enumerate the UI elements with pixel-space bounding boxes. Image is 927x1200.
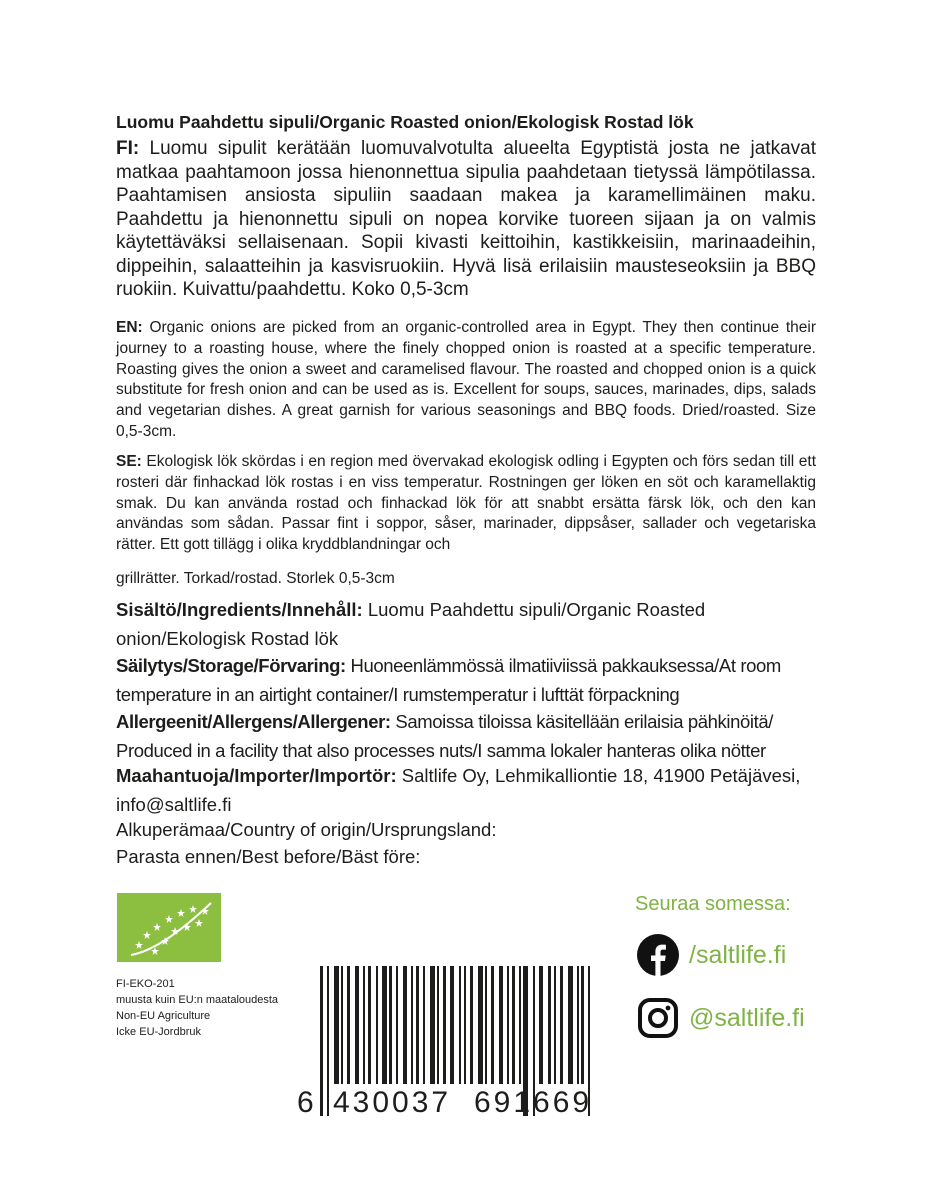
description-fi-text: Luomu sipulit kerätään luomuvalvotulta alueelta Egyptistä josta ne jatkavat matkaa paahtamoon jossa hienonnettua sipulia paahdetaan tietyssä lämpötilassa. Paahtamisen ansiosta sipuliin saadaan makea ja karamellimäinen maku. Paahdettu ja hienonnettu sipuli on nopea korvike tuoreen sijaan ja on valmis käytettäväksi sellaisenaan. Sopii kivasti keittoihin, kastikkeisiin, marinaadeihin, dippeihin, salaatteihin ja kasvisruokiin. Hyvä lisä erilaisiin mausteseoksiin ja BBQ ruokiin. Kuivattu/paahdettu. Koko 0,5-3cm: [116, 138, 816, 300]
importer: [116, 761, 826, 819]
description-en: [116, 318, 816, 443]
storage-label: Säilytys/Storage/Förvaring:: [116, 655, 346, 676]
eu-organic-leaf-logo: [117, 893, 221, 962]
barcode-bars: [294, 966, 612, 1116]
description-fi: [116, 137, 816, 302]
barcode-bar: [560, 966, 563, 1084]
barcode-bar: [430, 966, 435, 1084]
instagram-handle: @saltlife.fi: [689, 1003, 805, 1032]
organic-origin-se: Icke EU-Jordbruk: [116, 1026, 201, 1038]
ingredients-value: Luomu Paahdettu sipuli/Organic Roasted onion/Ekologisk Rostad lök: [116, 599, 706, 649]
eu-leaf-stars-icon: [117, 893, 221, 962]
instagram-icon: [637, 997, 679, 1039]
barcode-bar: [376, 966, 378, 1084]
barcode-bar: [355, 966, 359, 1084]
barcode-bar: [368, 966, 371, 1084]
barcode-bar: [416, 966, 419, 1084]
barcode-bar: [341, 966, 343, 1084]
barcode-bar: [459, 966, 461, 1084]
barcode-bar: [411, 966, 413, 1084]
barcode-bar: [363, 966, 365, 1084]
barcode-bar: [577, 966, 579, 1084]
description-se-text: Ekologisk lök skördas i en region med övervakad ekologisk odling i Egypten och förs sedan till ett rosteri där finhackad lök rostas i en viss temperatur. Rostningen ger löken en söt och karamellaktig smak. Du kan använda rostad och finhackad lök för att snabbt ersätta färsk lök, och den kan användas som sådan. Passar fint i soppor, såser, marinader, dippsåser, sallader och vegetariska rätter. Ett gott tillägg i olika kryddblandningar och: [116, 453, 816, 554]
facebook-link[interactable]: [637, 934, 786, 976]
barcode-bar: [389, 966, 392, 1084]
organic-code: FI-EKO-201: [116, 978, 175, 990]
ingredients: [116, 595, 826, 653]
organic-origin-fi: muusta kuin EU:n maataloudesta: [116, 994, 279, 1006]
allergens-label: Allergeenit/Allergens/Allergener:: [116, 711, 391, 732]
ingredients-label: Sisältö/Ingredients/Innehåll:: [116, 599, 363, 620]
lang-code-se: SE:: [116, 453, 142, 470]
instagram-link[interactable]: [637, 997, 805, 1039]
description-se-tail: grillrätter. Torkad/rostad. Storlek 0,5-3cm: [116, 570, 395, 587]
barcode-bar: [519, 966, 521, 1084]
barcode-bar: [554, 966, 556, 1084]
storage: [116, 651, 826, 709]
allergens: [116, 707, 826, 765]
barcode-bar: [491, 966, 494, 1084]
country-of-origin: Alkuperämaa/Country of origin/Ursprungsland:: [116, 819, 497, 840]
barcode-left-digits: 430037: [333, 1086, 452, 1116]
lang-code-en: EN:: [116, 319, 143, 336]
barcode-bar: [334, 966, 339, 1084]
barcode-bar: [382, 966, 387, 1084]
barcode-bar: [437, 966, 439, 1084]
barcode-bar: [478, 966, 483, 1084]
best-before: Parasta ennen/Best before/Bäst före:: [116, 846, 421, 867]
barcode-bar: [327, 966, 329, 1116]
barcode-bar: [443, 966, 446, 1084]
organic-certification: [116, 976, 278, 1040]
barcode-bar: [450, 966, 454, 1084]
barcode-bar: [499, 966, 503, 1084]
barcode-bar: [423, 966, 425, 1084]
barcode-first-digit: 6: [297, 1086, 314, 1116]
barcode-bar: [470, 966, 473, 1084]
importer-value: Saltlife Oy, Lehmikalliontie 18, 41900 Petäjävesi, info@saltlife.fi: [116, 765, 801, 815]
barcode-bar: [507, 966, 509, 1084]
barcode-bar: [485, 966, 487, 1084]
barcode-bar: [464, 966, 466, 1084]
barcode: [294, 966, 612, 1116]
description-se: [116, 452, 816, 556]
description-en-text: Organic onions are picked from an organic-controlled area in Egypt. They then continue their journey to a roasting house, where the finely chopped onion is roasted at a specific temperature. Roasting gives the onion a sweet and caramelised flavour. The roasted and chopped onion is a quick substitute for fresh onion and can be used as is. Excellent for soups, sauces, marinades, dips, salads and vegetarian dishes. A great garnish for various seasonings and BBQ foods. Dried/roasted. Size 0,5-3cm.: [116, 319, 816, 440]
product-title: Luomu Paahdettu sipuli/Organic Roasted onion/Ekologisk Rostad lök: [116, 112, 694, 132]
social-heading: Seuraa somessa:: [635, 893, 791, 915]
facebook-handle: /saltlife.fi: [689, 940, 787, 969]
barcode-bar: [539, 966, 543, 1084]
lang-code-fi: FI:: [116, 138, 140, 159]
barcode-bar: [568, 966, 573, 1084]
organic-origin-en: Non-EU Agriculture: [116, 1010, 211, 1022]
importer-label: Maahantuoja/Importer/Importör:: [116, 765, 397, 786]
barcode-bar: [548, 966, 551, 1084]
barcode-bar: [403, 966, 407, 1084]
barcode-bar: [320, 966, 323, 1116]
allergens-value: Samoissa tiloissa käsitellään erilaisia pähkinöitä/ Produced in a facility that also processes nuts/I samma lokaler hanteras olika nötter: [116, 711, 773, 761]
barcode-bar: [396, 966, 398, 1084]
barcode-bar: [347, 966, 350, 1084]
barcode-bar: [512, 966, 515, 1084]
storage-value: Huoneenlämmössä ilmatiiviissä pakkauksessa/At room temperature in an airtight container/I rumstemperatur i lufttät förpackning: [116, 655, 781, 705]
barcode-right-digits: 691669: [474, 1086, 593, 1116]
facebook-icon: [637, 934, 679, 976]
barcode-bar: [581, 966, 584, 1084]
